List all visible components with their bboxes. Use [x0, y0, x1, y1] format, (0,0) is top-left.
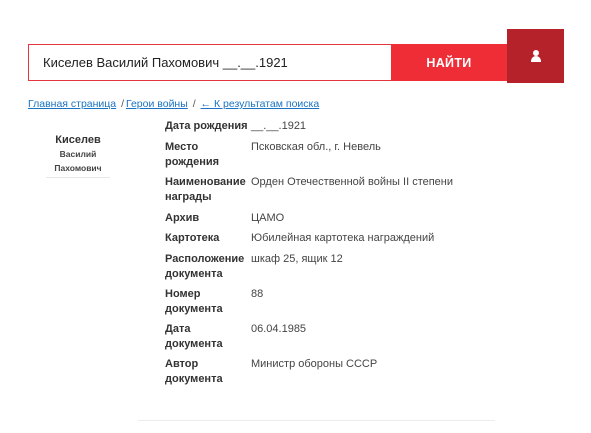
detail-value: ЦАМО [251, 212, 285, 224]
detail-label: Архив [165, 212, 200, 224]
detail-row-birth-date [165, 119, 560, 134]
person-divider [46, 177, 110, 178]
detail-label: Расположение документа [165, 253, 245, 280]
detail-label: Автор документа [165, 358, 223, 385]
detail-value: шкаф 25, ящик 12 [251, 253, 343, 265]
detail-row-award [165, 175, 560, 205]
detail-value: Юбилейная картотека награждений [251, 232, 435, 244]
breadcrumb-heroes-link[interactable]: Герои войны [125, 98, 188, 110]
detail-value: 88 [251, 288, 264, 300]
detail-label: Дата рождения [165, 120, 248, 132]
breadcrumb-separator: / [192, 98, 196, 110]
detail-value: Псковская обл., г. Невель [251, 141, 381, 153]
content-bottom-divider [138, 420, 495, 421]
detail-row-doc-number [165, 287, 560, 317]
breadcrumb-separator: / [121, 98, 124, 110]
detail-value: Орден Отечественной войны II степени [251, 176, 454, 188]
detail-row-doc-author [165, 357, 560, 387]
breadcrumb-home-link[interactable]: Главная страница [28, 98, 117, 110]
detail-label: Наименование награды [165, 176, 246, 203]
person-first-name: Василий [59, 149, 97, 159]
detail-row-archive [165, 211, 560, 226]
user-icon [530, 50, 542, 62]
detail-label: Место рождения [165, 141, 220, 168]
search-input[interactable] [28, 44, 391, 81]
breadcrumb [28, 98, 319, 110]
search-bar [28, 44, 507, 81]
detail-row-doc-location [165, 252, 560, 282]
detail-value: __.__.1921 [251, 120, 307, 132]
person-surname: Киселев [55, 134, 101, 146]
search-button[interactable]: НАЙТИ [391, 44, 507, 81]
details-table [165, 119, 560, 387]
detail-label: Картотека [165, 232, 220, 244]
detail-label: Номер документа [165, 288, 223, 315]
back-to-results-link[interactable]: ← К результатам поиска [200, 98, 320, 110]
detail-row-doc-date [165, 322, 560, 352]
user-button[interactable] [507, 29, 564, 83]
detail-label: Дата документа [165, 323, 223, 350]
person-patronymic: Пахомович [54, 163, 102, 173]
person-card [46, 134, 110, 174]
detail-row-birth-place [165, 140, 560, 170]
detail-value: 06.04.1985 [251, 323, 307, 335]
detail-row-card-index [165, 231, 560, 246]
detail-value: Министр обороны СССР [251, 358, 378, 370]
